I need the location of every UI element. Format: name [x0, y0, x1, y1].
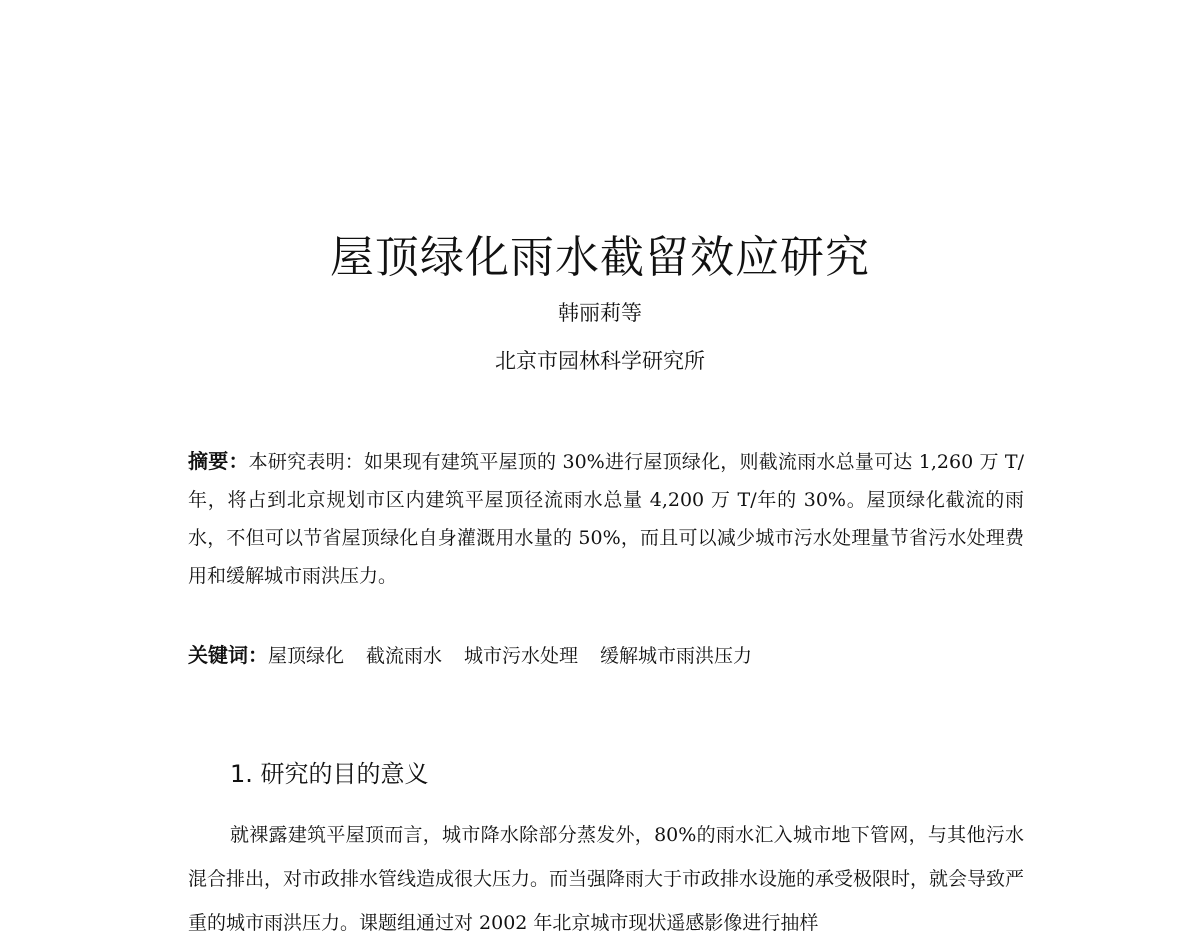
- keyword-item: 截流雨水: [366, 645, 443, 667]
- body-paragraph: 就裸露建筑平屋顶而言，城市降水除部分蒸发外，80%的雨水汇入城市地下管网，与其他污水混合排出，对市政排水管线造成很大压力。而当强降雨大于市政排水设施的承受极限时，就会导致严重的城市雨洪压力。课题组通过对 2002 年北京城市现状遥感影像进行抽样: [188, 824, 1025, 934]
- keyword-item: 缓解城市雨洪压力: [600, 645, 753, 667]
- keyword-item: 屋顶绿化: [268, 645, 345, 667]
- abstract-label: 摘要：: [188, 449, 249, 473]
- keywords-label: 关键词：: [188, 643, 268, 667]
- author-line: 韩丽莉等: [558, 301, 642, 325]
- abstract-paragraph: [188, 442, 1024, 595]
- keyword-item: 城市污水处理: [464, 645, 579, 667]
- abstract-text: 本研究表明：如果现有建筑平屋顶的 30%进行屋顶绿化，则截流雨水总量可达 1,260 万 T/年，将占到北京规划市区内建筑平屋顶径流雨水总量 4,200 万 T/年的 30%。屋顶绿化截流的雨水，不但可以节省屋顶绿化自身灌溉用水量的 50%，而且可以减少城市污水处理量节省污水处理费用和缓解城市雨洪压力。: [188, 451, 1025, 587]
- paper-title: 屋顶绿化雨水截留效应研究: [330, 232, 870, 283]
- section-heading: 1. 研究的目的意义: [230, 760, 429, 788]
- affiliation-line: 北京市园林科学研究所: [495, 349, 705, 373]
- keywords-line: [188, 637, 1024, 674]
